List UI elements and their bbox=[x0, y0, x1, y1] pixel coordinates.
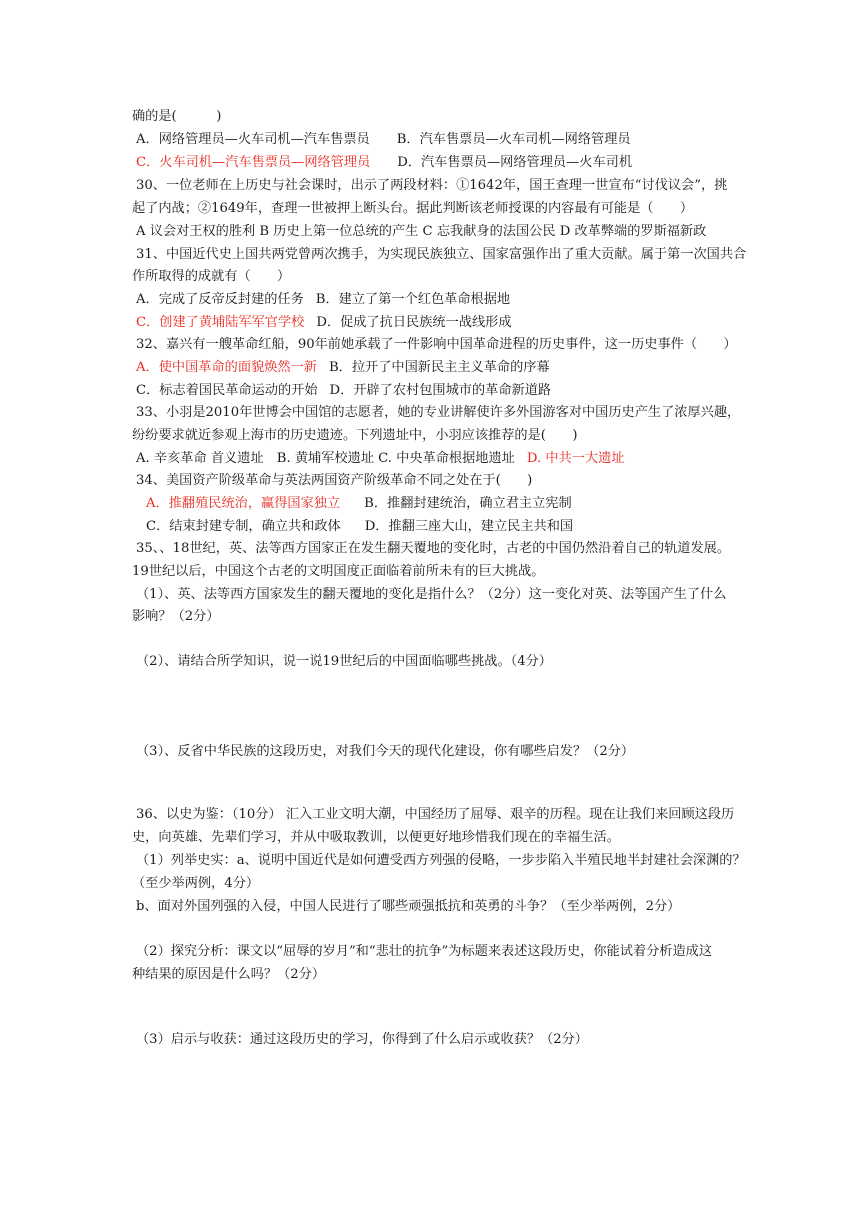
q32-stem: 32、嘉兴有一艘革命红船，90年前她承载了一件影响中国革命进程的历史事件，这一历史事件（ ） bbox=[136, 337, 737, 352]
q31-option-b: B．建立了第一个红色革命根据地 bbox=[315, 292, 511, 307]
q36-sub3: （3）启示与收获：通过这段历史的学习，你得到了什么启示或收获？（2分） bbox=[136, 1032, 588, 1047]
q35-sub2: （2）、请结合所学知识，说一说19世纪后的中国面临哪些挑战。（4分） bbox=[136, 654, 552, 669]
q32-options-cd bbox=[136, 382, 551, 400]
q34-stem: 34、美国资产阶级革命与英法两国资产阶级革命不同之处在于( ) bbox=[136, 473, 533, 488]
q35-stem-line2: 19世纪以后，中国这个古老的文明国度正面临着前所未有的巨大挑战。 bbox=[132, 564, 545, 579]
q31-options-ab bbox=[136, 291, 510, 309]
q36-sub2-line2: 种结果的原因是什么吗？（2分） bbox=[132, 967, 326, 982]
q36-sub1-line3: b、面对外国列强的入侵，中国人民进行了哪些顽强抵抗和英勇的斗争？（至少举两例，2分） bbox=[136, 899, 681, 914]
q32-option-c: C．标志着国民革命运动的开始 bbox=[136, 383, 318, 398]
q34-option-d: D．推翻三座大山，建立民主共和国 bbox=[364, 519, 574, 534]
q29-option-d: D．汽车售票员—网络管理员—火车司机 bbox=[397, 155, 633, 170]
q36-stem-line2: 史，向英雄、先辈们学习，并从中吸取教训，以便更好地珍惜我们现在的幸福生活。 bbox=[132, 830, 620, 845]
q32-option-d: D．开辟了农村包围城市的革命新道路 bbox=[329, 383, 552, 398]
q32-options-ab bbox=[136, 359, 550, 377]
q32-option-b: B．拉开了中国新民主主义革命的序幕 bbox=[328, 360, 550, 375]
q33-stem-line1: 33、小羽是2010年世博会中国馆的志愿者，她的专业讲解使许多外国游客对中国历史产生了浓厚兴趣， bbox=[136, 405, 741, 420]
q31-stem-line2: 作所取得的成就有（ ） bbox=[132, 269, 291, 284]
q29-options-cd bbox=[136, 154, 632, 172]
q29-option-c-answer: C．火车司机—汽车售票员—网络管理员 bbox=[136, 155, 371, 170]
q36-sub1-line1: （1）列举史实：a、说明中国近代是如何遭受西方列强的侵略，一步步陷入半殖民地半封建社会深渊的？ bbox=[136, 853, 746, 868]
q35-sub3: （3）、反省中华民族的这段历史，对我们今天的现代化建设，你有哪些启发？（2分） bbox=[136, 744, 635, 759]
q31-option-c-answer: C．创建了黄埔陆军军官学校 bbox=[136, 315, 305, 330]
q35-sub1-line1: （1）、英、法等西方国家发生的翻天覆地的变化是指什么？（2分）这一变化对英、法等国产生了什么 bbox=[136, 587, 727, 602]
q31-options-cd bbox=[136, 314, 512, 332]
q29-continuation: 确的是( ) bbox=[132, 109, 222, 124]
q30-stem-line2: 起了内战；②1649年，查理一世被押上断头台。据此判断该老师授课的内容最有可能是（ ） bbox=[132, 201, 694, 216]
q34-option-c: C．结束封建专制，确立共和政体 bbox=[146, 519, 341, 534]
q29-option-b: B．汽车售票员—火车司机—网络管理员 bbox=[396, 132, 631, 147]
q32-option-a-answer: A．使中国革命的面貌焕然一新 bbox=[136, 360, 317, 375]
q33-options bbox=[136, 450, 625, 468]
q33-option-d-answer: D. 中共一大遗址 bbox=[526, 451, 625, 466]
q35-sub1-line2: 影响？（2分） bbox=[132, 609, 220, 624]
q30-stem-line1: 30、一位老师在上历史与社会课时，出示了两段材料：①1642年，国王查理一世宣布“讨伐议会”，挑 bbox=[136, 178, 728, 193]
q31-stem-line1: 31、中国近代史上国共两党曾两次携手，为实现民族独立、国家富强作出了重大贡献。属于第一次国共合 bbox=[136, 247, 747, 262]
q29-options-ab bbox=[136, 131, 631, 149]
q36-sub1-line2: （至少举两例，4分） bbox=[132, 876, 260, 891]
q36-stem-line1: 36、以史为鉴：（10分） 汇入工业文明大潮，中国经历了屈辱、艰辛的历程。现在让我们来回顾这段历 bbox=[136, 807, 735, 822]
q34-options-ab bbox=[146, 495, 572, 513]
q34-option-a-answer: A．推翻殖民统治，赢得国家独立 bbox=[146, 496, 341, 511]
q36-sub2-line1: （2）探究分析：课文以“屈辱的岁月”和“悲壮的抗争”为标题来表述这段历史，你能试着分析造成这 bbox=[136, 944, 713, 959]
q31-option-d: D．促成了抗日民族统一战线形成 bbox=[316, 315, 512, 330]
q34-options-cd bbox=[146, 518, 573, 536]
q33-options-abc: A. 辛亥革命 首义遗址 B. 黄埔军校遗址 C. 中央革命根据地遗址 bbox=[136, 451, 515, 466]
q33-stem-line2: 纷纷要求就近参观上海市的历史遗迹。下列遗址中，小羽应该推荐的是( ) bbox=[132, 428, 578, 443]
q34-option-b: B．推翻封建统治，确立君主立宪制 bbox=[364, 496, 572, 511]
q30-options: A 议会对王权的胜利 B 历史上第一位总统的产生 C 忘我献身的法国公民 D 改革弊端的罗斯福新政 bbox=[136, 224, 707, 239]
q35-stem-line1: 35、、18世纪，英、法等西方国家正在发生翻天覆地的变化时，古老的中国仍然沿着自己的轨道发展。 bbox=[136, 541, 731, 556]
q29-option-a: A．网络管理员—火车司机—汽车售票员 bbox=[136, 132, 370, 147]
q31-option-a: A．完成了反帝反封建的任务 bbox=[136, 292, 304, 307]
